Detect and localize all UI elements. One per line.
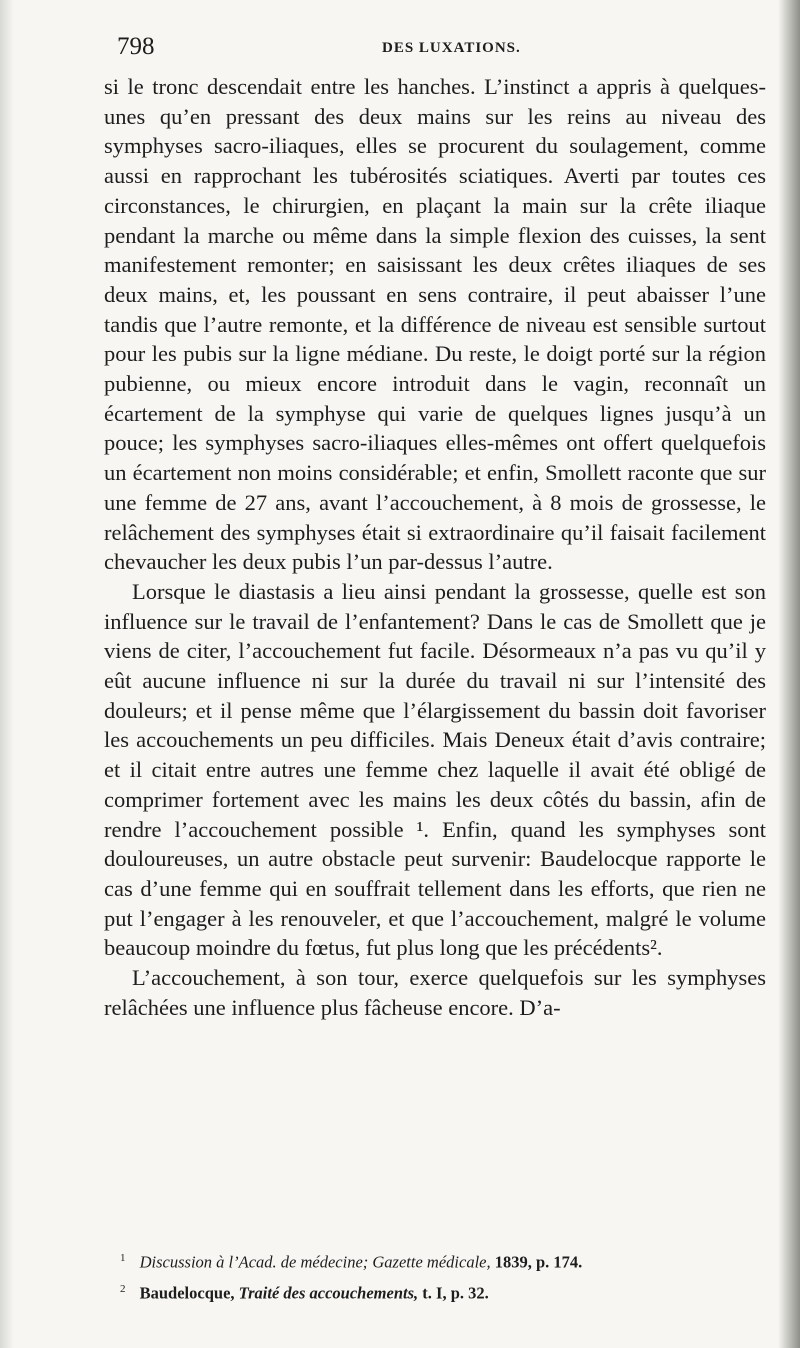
paragraph-continued: si le tronc descendait entre les hanches. L’instinct a appris à quelques-unes qu’en pressant des deux mains sur les reins au niveau des symphyses sacro-iliaques, elles se procurent du soulagement, comme aussi en rapprochant les tubérosités sciatiques. Averti par toutes ces circonstances, le chirurgien, en plaçant la main sur la crête iliaque pendant la marche ou même dans la simple flexion des cuisses, la sent manifestement remonter; en saisissant les deux crêtes iliaques de ses deux mains, et, les poussant en sens contraire, il peut abaisser l’une tandis que l’autre remonte, et la différence de niveau est sensible surtout pour les pubis sur la ligne médiane. Du reste, le doigt porté sur la région pubienne, ou mieux encore introduit dans le vagin, reconnaît un écartement de la symphyse qui varie de quelques lignes jusqu’à un pouce; les symphyses sacro-iliaques elles-mêmes ont offert quelquefois un écartement non moins considérable; et enfin, Smollett raconte que sur une femme de 27 ans, avant l’accouchement, à 8 mois de grossesse, le relâchement des symphyses était si extraordinaire qu’il faisait facilement chevaucher les deux pubis l’un par-dessus l’autre. [104,74,766,575]
footnote-1-source: Discussion à l’Acad. de médecine; Gazette médicale, [139,1252,491,1272]
paragraph-accouchement: L’accouchement, à son tour, exerce quelquefois sur les symphyses relâchées une influence plus fâcheuse encore. D’a- [104,965,766,1020]
footnote-2-citation: t. I, p. 32. [422,1283,489,1302]
body-text [104,72,766,1023]
page-left-edge [0,0,14,1348]
page-header [117,33,657,63]
running-title: DES LUXATIONS. [382,40,521,56]
footnote-2-author: Baudelocque, [139,1283,235,1302]
page-number: 798 [117,33,155,60]
footnote-1-number: 1 [120,1252,126,1264]
footnotes [120,1245,760,1306]
footnote-2-title: Traité des accouchements, [238,1283,419,1302]
footnote-2 [120,1276,760,1307]
footnote-1 [120,1245,760,1276]
footnote-2-number: 2 [120,1282,126,1295]
paragraph-diastasis: Lorsque le diastasis a lieu ainsi pendant la grossesse, quelle est son influence sur le travail de l’enfantement? Dans le cas de Smollett que je viens de citer, l’accouchement fut facile. Désormeaux n’a pas vu qu’il y eût aucune influence ni sur la durée du travail ni sur l’intensité des douleurs; et il pense même que l’élargissement du bassin doit favoriser les accouchements un peu difficiles. Mais Deneux était d’avis contraire; et il citait entre autres une femme chez laquelle il avait été obligé de comprimer fortement avec les mains les deux côtés du bassin, afin de rendre l’accouchement possible ¹. Enfin, quand les symphyses sont douloureuses, un autre obstacle peut survenir: Baudelocque rapporte le cas d’une femme qui en souffrait tellement dans les efforts, que rien ne put l’engager à les renouveler, et que l’accouchement, malgré le volume beaucoup moindre du fœtus, fut plus long que les précédents². [104,578,766,961]
binding-shadow [778,0,800,1348]
footnote-1-citation: 1839, p. 174. [494,1252,583,1272]
